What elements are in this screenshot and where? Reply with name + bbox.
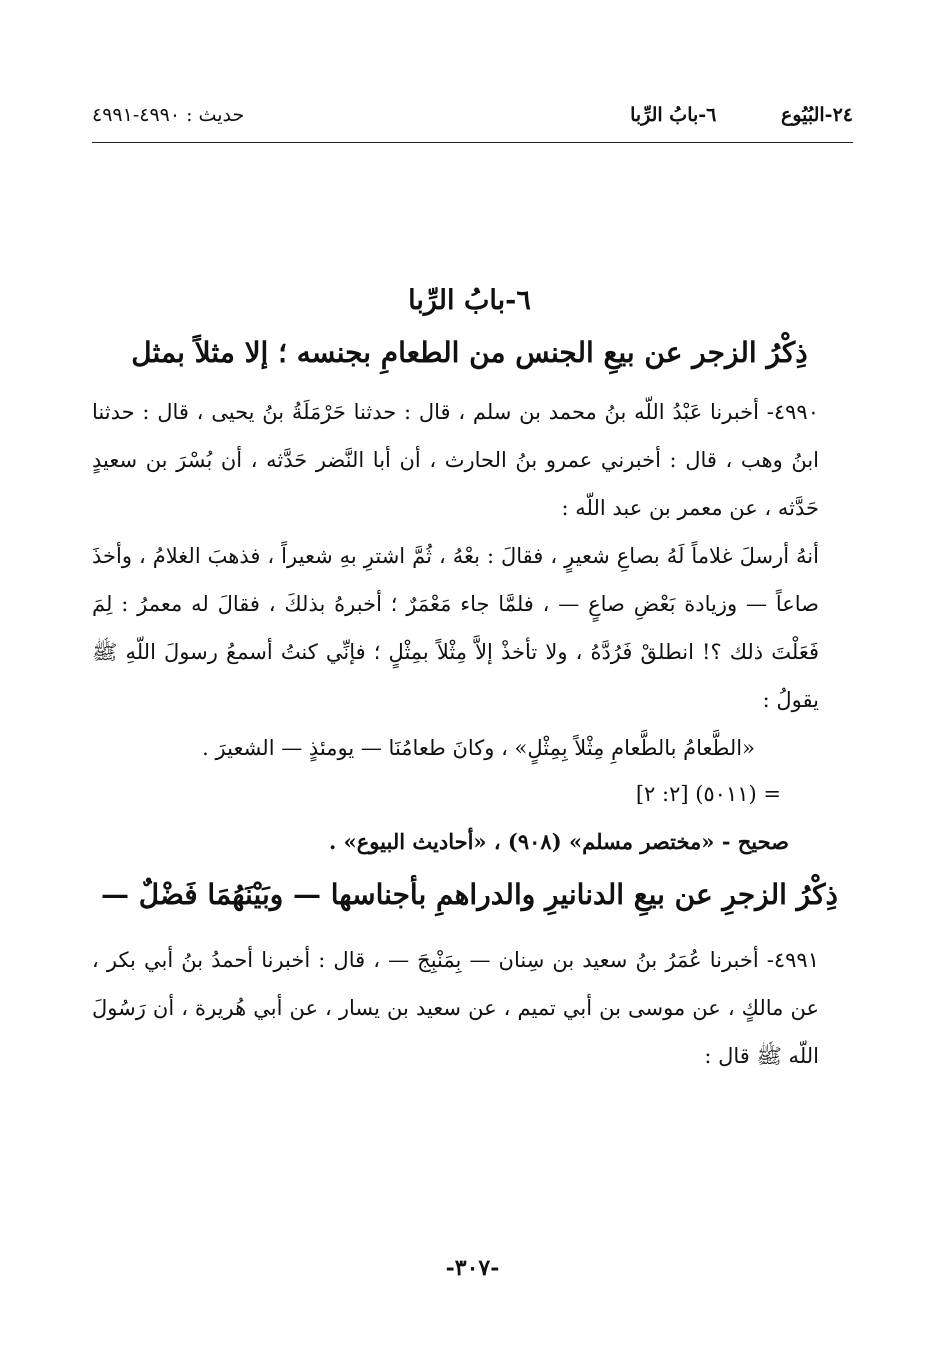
hadith-4990-isnad: ٤٩٩٠- أخبرنا عَبْدُ اللّه بنُ محمد بن سلم ، قال : حدثنا حَرْمَلَةُ بنُ يحيى ، قال : حدثنا ابنُ وهب ، قال : أخبرني عمرو بنُ الحارث ، أن أبا النَّضر حَدَّثه ، أن بُسْرَ بن سعيدٍ حَدَّثه ، عن معمر بن عبد اللّه : (92, 400, 819, 520)
chapter-title: ٦-بابُ الرِّبا (630, 104, 717, 126)
dhikr-heading-1: ذِكْرُ الزجر عن بيعِ الجنس من الطعامِ بجنسه ؛ إلا مثلاً بمثل (131, 336, 808, 369)
dhikr-heading-2: ذِكْرُ الزجرِ عن بيعِ الدنانيرِ والدراهمِ بأجناسها — وبَيْنَهُمَا فَضْلٌ — (101, 878, 838, 911)
hadith-4990-grading: صحيح - «مختصر مسلم» (٩٠٨) ، «أحاديث البيوع» . (329, 829, 789, 854)
page-number: -٣٠٧- (445, 1255, 500, 1281)
hadith-4990-matn: أنهُ أرسلَ غلاماً لَهُ بصاعِ شعيرٍ ، فقالَ : بعْهُ ، ثُمَّ اشترِ بهِ شعيراً ، فذهبَ الغلامُ ، وأخذَ صاعاً — وزيادة بَعْضِ صاعٍ — ، فلمَّا جاء مَعْمَرٌ ؛ أخبرهُ بذلكَ ، فقالَ له معمرُ : لِمَ فَعَلْتَ ذلك ؟! انطلقْ فَرُدَّهُ ، ولا تأخذْ إلاَّ مِثْلاً بمِثْلٍ ؛ فإنِّي كنتُ أسمعُ رسولَ اللّهِ ﷺ يقولُ : (92, 544, 819, 712)
section-title: ٦-بابُ الرِّبا (408, 285, 531, 316)
running-header-titles (572, 104, 853, 126)
running-header (92, 104, 853, 140)
hadith-4990-quote: «الطَّعامُ بالطَّعامِ مِثْلاً بِمِثْلٍ» ، وكانَ طعامُنَا — يومئذٍ — الشعيرَ . (202, 736, 755, 760)
hadith-range: حديث : ٤٩٩٠-٤٩٩١ (92, 104, 245, 126)
hadith-4991-isnad: ٤٩٩١- أخبرنا عُمَرُ بنُ سعيد بن سِنان — بِمَنْبِجَ — ، قال : أخبرنا أحمدُ بنُ أبي بكر ، عن مالكٍ ، عن موسى بن أبي تميم ، عن سعيد بن يسار ، عن أبي هُريرة ، أن رَسُولَ اللّه ﷺ قال : (92, 948, 819, 1068)
header-rule (92, 142, 853, 143)
page-body (92, 285, 847, 1080)
hadith-4990-reference: = (٥٠١١) [٢: ٢] (635, 782, 781, 806)
book-title: ٢٤-البُيُوع (781, 104, 853, 126)
